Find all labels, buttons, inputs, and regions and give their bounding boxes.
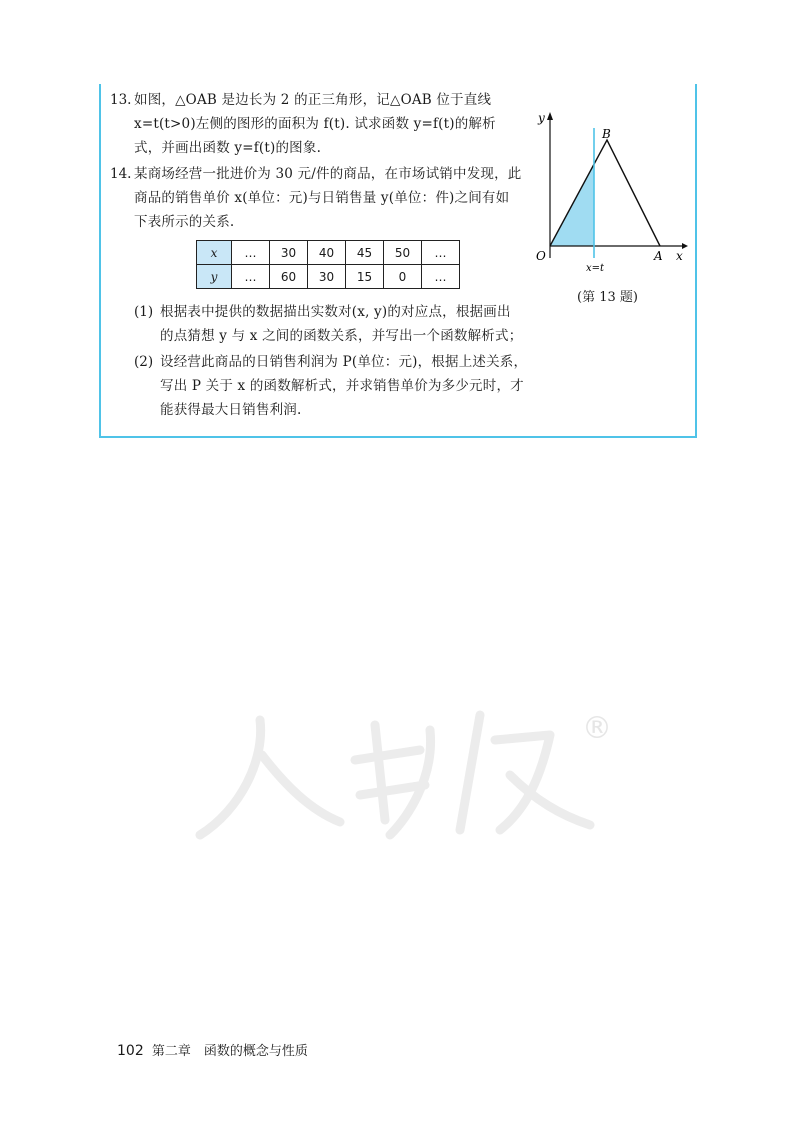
label-x: x	[676, 249, 683, 263]
label-x-equals-t: x=t	[586, 263, 605, 274]
publisher-watermark	[190, 700, 620, 850]
price-sales-table	[196, 240, 460, 289]
table-cell: 50	[384, 241, 422, 265]
table-cell: …	[232, 265, 270, 289]
table-cell: 0	[384, 265, 422, 289]
question-2-line-2: 写出 P 关于 x 的函数解析式，并求销售单价为多少元时，才	[160, 378, 524, 394]
chapter-title: 第二章 函数的概念与性质	[151, 1044, 308, 1059]
x-axis-arrow-icon	[682, 243, 688, 249]
problem-14-line-2: 商品的销售单价 x(单位：元)与日销售量 y(单位：件)之间有如	[134, 190, 510, 206]
problem-13-line-2: x=t(t>0)左侧的图形的面积为 f(t). 试求函数 y=f(t)的解析	[134, 116, 496, 132]
problem-14-line-1: 某商场经营一批进价为 30 元/件的商品，在市场试销中发现，此	[134, 166, 522, 182]
table-cell: 15	[346, 265, 384, 289]
table-cell: …	[422, 265, 460, 289]
question-1-line-1: 根据表中提供的数据描出实数对(x, y)的对应点，根据画出	[160, 304, 511, 320]
problem-13-line-1: 如图，△OAB 是边长为 2 的正三角形，记△OAB 位于直线	[134, 92, 492, 108]
table-row	[197, 265, 460, 289]
label-o: O	[536, 249, 546, 263]
figure-caption: (第 13 题)	[577, 290, 638, 305]
triangle-figure	[530, 108, 690, 278]
label-a: A	[654, 249, 663, 263]
table-cell: …	[422, 241, 460, 265]
question-2-line-1: 设经营此商品的日销售利润为 P(单位：元)，根据上述关系，	[160, 354, 528, 370]
table-header-y: y	[197, 265, 232, 289]
table-cell: 40	[308, 241, 346, 265]
problem-14-number: 14.	[110, 166, 132, 182]
registered-mark-icon: ®	[582, 711, 612, 746]
page-footer	[117, 1040, 308, 1059]
y-axis-arrow-icon	[547, 112, 553, 120]
page-number: 102	[117, 1043, 144, 1059]
table-header-x: x	[197, 241, 232, 265]
label-b: B	[602, 127, 611, 141]
problem-13-line-3: 式，并画出函数 y=f(t)的图象.	[134, 140, 322, 156]
problem-14-line-3: 下表所示的关系.	[134, 214, 235, 230]
question-1-number: (1)	[134, 304, 154, 320]
table-cell: 45	[346, 241, 384, 265]
label-y: y	[538, 111, 545, 125]
question-2-line-3: 能获得最大日销售利润.	[160, 402, 302, 418]
question-1-line-2: 的点猜想 y 与 x 之间的函数关系，并写出一个函数解析式；	[160, 328, 523, 344]
table-cell: …	[232, 241, 270, 265]
question-2-number: (2)	[134, 354, 154, 370]
table-cell: 30	[308, 265, 346, 289]
problem-13-number: 13.	[110, 92, 132, 108]
table-row	[197, 241, 460, 265]
table-cell: 30	[270, 241, 308, 265]
table-cell: 60	[270, 265, 308, 289]
